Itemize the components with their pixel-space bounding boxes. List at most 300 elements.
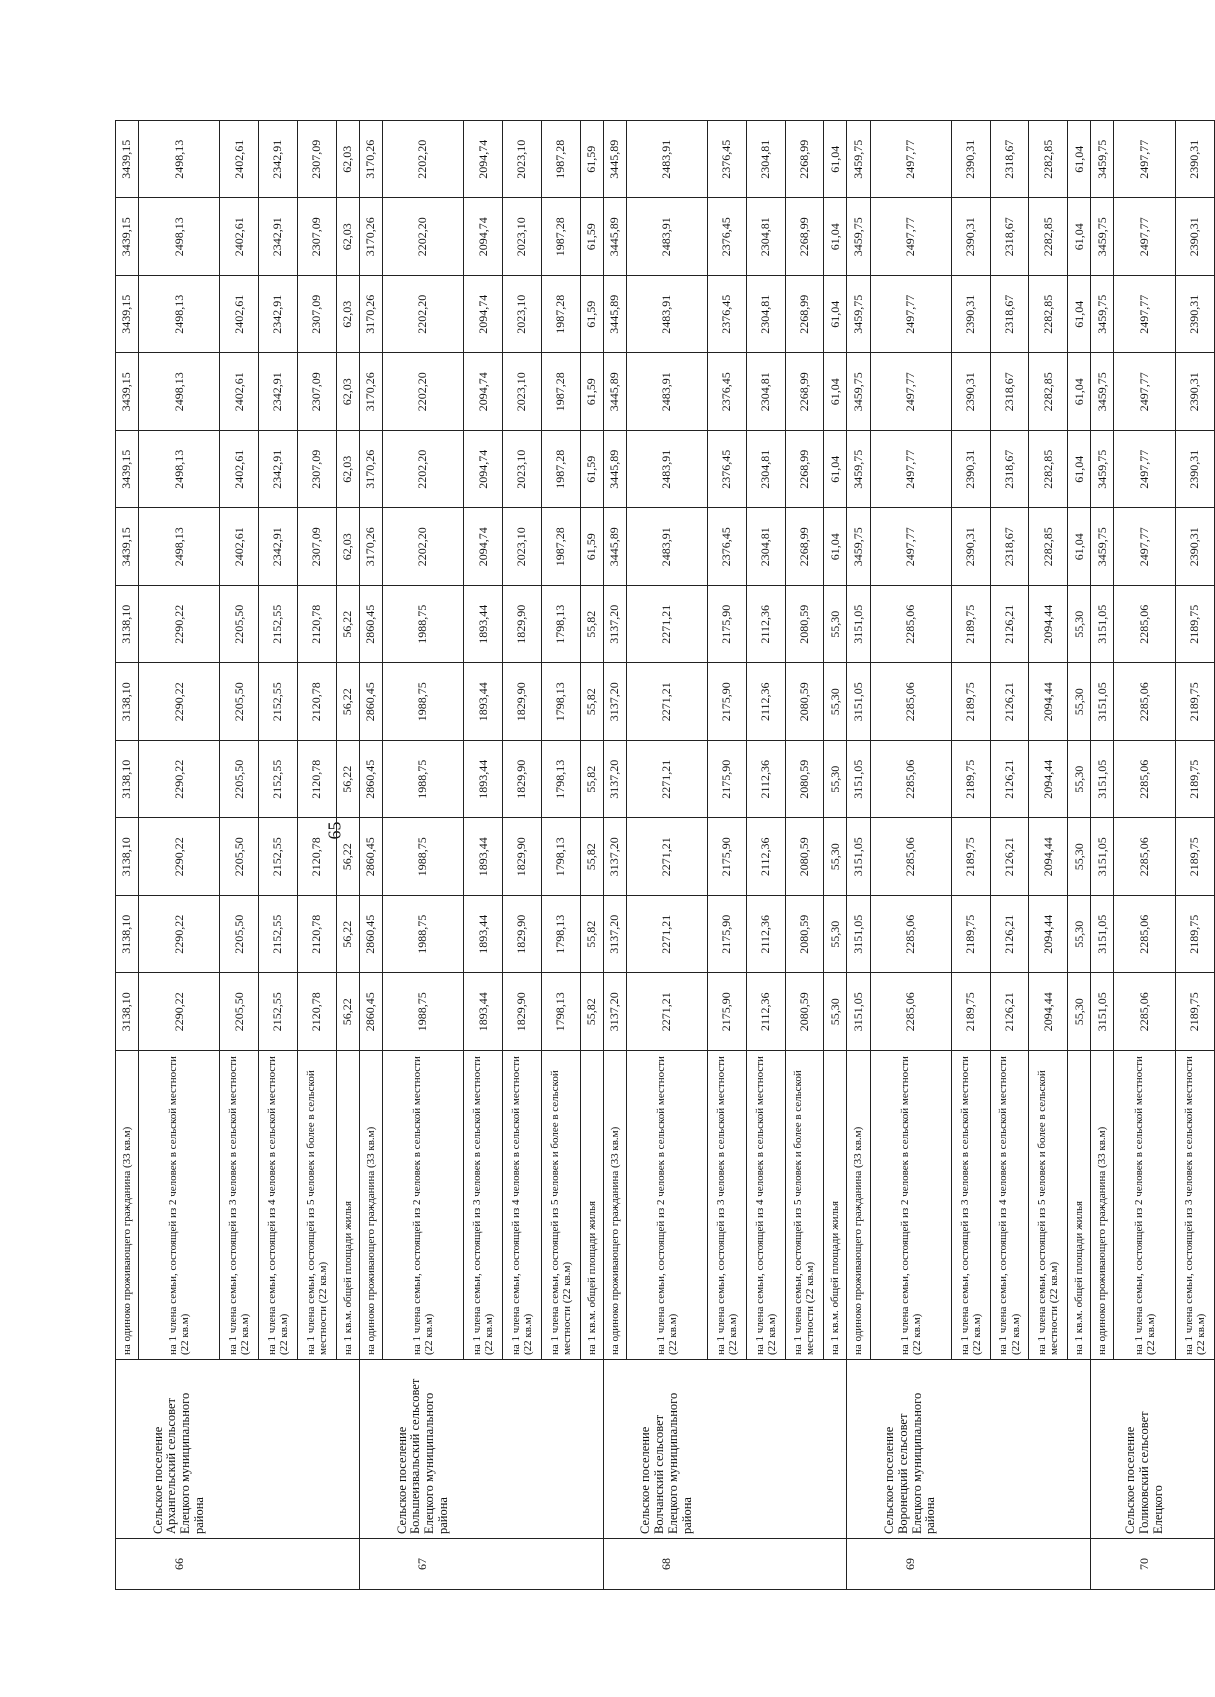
settlement-name-cell [220, 1360, 259, 1539]
value-cell: 2860,45 [359, 973, 382, 1051]
value-cell: 2498,13 [139, 276, 220, 354]
value-cell: 2152,55 [259, 586, 298, 664]
settlement-name-cell: Сельское поселение Голиковский сельсовет Елецкого [1114, 1360, 1176, 1539]
value-cell: 2290,22 [139, 896, 220, 974]
value-cell: 3151,05 [1091, 741, 1114, 819]
value-cell: 62,03 [336, 198, 359, 276]
value-cell: 2390,31 [1176, 276, 1215, 354]
value-cell: 2189,75 [951, 973, 990, 1051]
value-cell: 61,04 [1068, 198, 1091, 276]
value-cell: 2268,99 [785, 353, 824, 431]
value-cell: 2342,91 [259, 121, 298, 199]
value-cell: 61,04 [1068, 431, 1091, 509]
value-cell: 55,30 [1068, 663, 1091, 741]
value-cell: 3137,20 [603, 896, 626, 974]
value-cell: 2175,90 [708, 818, 747, 896]
value-cell: 1798,13 [541, 586, 580, 664]
value-cell: 61,59 [580, 276, 603, 354]
value-cell: 3439,15 [116, 508, 139, 586]
settlement-name-cell [824, 1360, 847, 1539]
value-cell: 3445,89 [603, 198, 626, 276]
category-cell: на одиноко проживающего гражданина (33 кв.м) [359, 1051, 382, 1360]
value-cell: 2094,44 [1029, 741, 1068, 819]
settlement-name-cell [1029, 1360, 1068, 1539]
value-cell: 2304,81 [746, 121, 785, 199]
value-cell: 3170,26 [359, 121, 382, 199]
value-cell: 55,30 [1068, 896, 1091, 974]
value-cell: 2205,50 [220, 741, 259, 819]
value-cell: 61,59 [580, 121, 603, 199]
value-cell: 3439,15 [116, 431, 139, 509]
table-row [259, 121, 298, 1590]
settlement-name-cell [464, 1360, 503, 1539]
table-row [1176, 121, 1215, 1590]
value-cell: 2285,06 [870, 663, 951, 741]
value-cell: 1987,28 [541, 508, 580, 586]
value-cell: 2282,85 [1029, 431, 1068, 509]
value-cell: 3151,05 [1091, 973, 1114, 1051]
value-cell: 2318,67 [990, 508, 1029, 586]
row-number-cell [1068, 1539, 1091, 1590]
value-cell: 3138,10 [116, 973, 139, 1051]
value-cell: 1829,90 [502, 663, 541, 741]
value-cell: 2304,81 [746, 431, 785, 509]
category-cell: на 1 члена семьи, состоящей из 2 человек в сельской местности (22 кв.м) [626, 1051, 707, 1360]
category-cell: на 1 члена семьи, состоящей из 2 человек в сельской местности (22 кв.м) [870, 1051, 951, 1360]
value-cell: 3439,15 [116, 198, 139, 276]
value-cell: 2402,61 [220, 276, 259, 354]
category-cell: на 1 кв.м. общей площади жилья [580, 1051, 603, 1360]
value-cell: 2271,21 [626, 973, 707, 1051]
value-cell: 2390,31 [951, 353, 990, 431]
value-cell: 2290,22 [139, 741, 220, 819]
settlement-name-cell [580, 1360, 603, 1539]
value-cell: 2202,20 [382, 121, 463, 199]
value-cell: 2189,75 [1176, 586, 1215, 664]
value-cell: 3445,89 [603, 431, 626, 509]
value-cell: 1988,75 [382, 663, 463, 741]
settlement-name-cell [541, 1360, 580, 1539]
value-cell: 61,59 [580, 353, 603, 431]
settlement-name-cell: Сельское поселение Волчанский сельсовет Елецкого муниципального района [626, 1360, 707, 1539]
value-cell: 2285,06 [1114, 818, 1176, 896]
value-cell: 2202,20 [382, 508, 463, 586]
value-cell: 3151,05 [1091, 896, 1114, 974]
table-row [502, 121, 541, 1590]
value-cell: 2202,20 [382, 353, 463, 431]
value-cell: 2126,21 [990, 818, 1029, 896]
value-cell: 2189,75 [1176, 663, 1215, 741]
value-cell: 1988,75 [382, 896, 463, 974]
value-cell: 2023,10 [502, 276, 541, 354]
value-cell: 1829,90 [502, 973, 541, 1051]
value-cell: 2285,06 [1114, 586, 1176, 664]
table-row [1068, 121, 1091, 1590]
value-cell: 3459,75 [1091, 276, 1114, 354]
value-cell: 3137,20 [603, 818, 626, 896]
value-cell: 3445,89 [603, 276, 626, 354]
value-cell: 2112,36 [746, 818, 785, 896]
table-row [220, 121, 259, 1590]
value-cell: 3445,89 [603, 353, 626, 431]
settlement-name-cell [1091, 1360, 1114, 1539]
value-cell: 2376,45 [708, 508, 747, 586]
value-cell: 2483,91 [626, 431, 707, 509]
settlement-name-cell [359, 1360, 382, 1539]
value-cell: 2390,31 [1176, 431, 1215, 509]
value-cell: 2390,31 [1176, 508, 1215, 586]
value-cell: 2202,20 [382, 431, 463, 509]
value-cell: 56,22 [336, 586, 359, 664]
value-cell: 2205,50 [220, 586, 259, 664]
value-cell: 2120,78 [297, 741, 336, 819]
value-cell: 2497,77 [870, 508, 951, 586]
value-cell: 55,30 [1068, 586, 1091, 664]
row-number-cell [297, 1539, 336, 1590]
value-cell: 2094,44 [1029, 586, 1068, 664]
value-cell: 2112,36 [746, 896, 785, 974]
table-row [603, 121, 626, 1590]
table-row [1114, 121, 1176, 1590]
category-cell: на 1 члена семьи, состоящей из 4 человек в сельской местности (22 кв.м) [259, 1051, 298, 1360]
value-cell: 2094,74 [464, 508, 503, 586]
row-number-cell [336, 1539, 359, 1590]
value-cell: 2094,74 [464, 353, 503, 431]
value-cell: 2285,06 [1114, 741, 1176, 819]
value-cell: 55,30 [824, 741, 847, 819]
value-cell: 2497,77 [1114, 508, 1176, 586]
value-cell: 1893,44 [464, 586, 503, 664]
value-cell: 2860,45 [359, 586, 382, 664]
row-number-cell [951, 1539, 990, 1590]
value-cell: 2268,99 [785, 276, 824, 354]
value-cell: 2205,50 [220, 973, 259, 1051]
settlement-name-cell: Сельское поселение Большеизвальский сельсовет Елецкого муниципального района [382, 1360, 463, 1539]
row-number-cell [990, 1539, 1029, 1590]
value-cell: 3459,75 [847, 353, 870, 431]
value-cell: 2282,85 [1029, 508, 1068, 586]
value-cell: 2189,75 [1176, 818, 1215, 896]
value-cell: 3151,05 [847, 663, 870, 741]
value-cell: 3170,26 [359, 431, 382, 509]
value-cell: 2120,78 [297, 973, 336, 1051]
row-number-cell: 70 [1114, 1539, 1176, 1590]
value-cell: 3137,20 [603, 586, 626, 664]
value-cell: 1987,28 [541, 353, 580, 431]
value-cell: 1829,90 [502, 896, 541, 974]
category-cell: на 1 члена семьи, состоящей из 3 человек в сельской местности (22 кв.м) [708, 1051, 747, 1360]
value-cell: 56,22 [336, 663, 359, 741]
value-cell: 2497,77 [870, 121, 951, 199]
value-cell: 2112,36 [746, 586, 785, 664]
value-cell: 2318,67 [990, 276, 1029, 354]
value-cell: 55,30 [824, 663, 847, 741]
page-number: 65 [324, 821, 345, 840]
value-cell: 1829,90 [502, 818, 541, 896]
value-cell: 2175,90 [708, 973, 747, 1051]
value-cell: 2860,45 [359, 818, 382, 896]
value-cell: 1798,13 [541, 741, 580, 819]
settlement-name-cell [847, 1360, 870, 1539]
value-cell: 1829,90 [502, 586, 541, 664]
value-cell: 55,30 [824, 586, 847, 664]
value-cell: 2282,85 [1029, 198, 1068, 276]
value-cell: 2285,06 [870, 741, 951, 819]
value-cell: 1988,75 [382, 741, 463, 819]
category-cell: на 1 кв.м. общей площади жилья [1068, 1051, 1091, 1360]
value-cell: 3445,89 [603, 508, 626, 586]
value-cell: 2497,77 [1114, 198, 1176, 276]
value-cell: 1798,13 [541, 973, 580, 1051]
value-cell: 2483,91 [626, 276, 707, 354]
value-cell: 2498,13 [139, 121, 220, 199]
value-cell: 2282,85 [1029, 353, 1068, 431]
value-cell: 2498,13 [139, 353, 220, 431]
value-cell: 61,04 [824, 276, 847, 354]
value-cell: 3138,10 [116, 896, 139, 974]
value-cell: 2390,31 [951, 276, 990, 354]
value-cell: 1798,13 [541, 663, 580, 741]
rotated-table-container [115, 120, 1215, 1590]
category-cell: на 1 члена семьи, состоящей из 4 человек в сельской местности (22 кв.м) [746, 1051, 785, 1360]
value-cell: 61,04 [824, 121, 847, 199]
value-cell: 2483,91 [626, 353, 707, 431]
row-number-cell [746, 1539, 785, 1590]
category-cell: на 1 члена семьи, состоящей из 5 человек и более в сельской местности (22 кв.м) [785, 1051, 824, 1360]
table-row [951, 121, 990, 1590]
table-row [116, 121, 139, 1590]
value-cell: 2080,59 [785, 818, 824, 896]
value-cell: 2318,67 [990, 353, 1029, 431]
row-number-cell [1176, 1539, 1215, 1590]
category-cell: на одиноко проживающего гражданина (33 кв.м) [1091, 1051, 1114, 1360]
value-cell: 2304,81 [746, 276, 785, 354]
value-cell: 2483,91 [626, 121, 707, 199]
value-cell: 2189,75 [1176, 973, 1215, 1051]
value-cell: 56,22 [336, 741, 359, 819]
value-cell: 2483,91 [626, 198, 707, 276]
value-cell: 56,22 [336, 973, 359, 1051]
value-cell: 2285,06 [1114, 896, 1176, 974]
table-row [1029, 121, 1068, 1590]
value-cell: 2094,74 [464, 198, 503, 276]
table-row [785, 121, 824, 1590]
value-cell: 2112,36 [746, 663, 785, 741]
row-number-cell [464, 1539, 503, 1590]
value-cell: 2497,77 [870, 198, 951, 276]
value-cell: 2342,91 [259, 353, 298, 431]
value-cell: 1987,28 [541, 431, 580, 509]
value-cell: 1988,75 [382, 586, 463, 664]
value-cell: 2282,85 [1029, 276, 1068, 354]
value-cell: 3445,89 [603, 121, 626, 199]
value-cell: 3439,15 [116, 276, 139, 354]
category-cell: на одиноко проживающего гражданина (33 кв.м) [847, 1051, 870, 1360]
value-cell: 3151,05 [847, 973, 870, 1051]
settlement-name-cell: Сельское поселение Воронецкий сельсовет Елецкого муниципального района [870, 1360, 951, 1539]
value-cell: 2376,45 [708, 353, 747, 431]
settlement-name-cell [259, 1360, 298, 1539]
value-cell: 2498,13 [139, 431, 220, 509]
value-cell: 1893,44 [464, 818, 503, 896]
value-cell: 2271,21 [626, 818, 707, 896]
category-cell: на 1 кв.м. общей площади жилья [824, 1051, 847, 1360]
value-cell: 62,03 [336, 276, 359, 354]
value-cell: 2094,74 [464, 276, 503, 354]
value-cell: 2023,10 [502, 198, 541, 276]
value-cell: 3459,75 [1091, 431, 1114, 509]
value-cell: 3151,05 [1091, 586, 1114, 664]
value-cell: 2483,91 [626, 508, 707, 586]
value-cell: 55,30 [1068, 818, 1091, 896]
settlement-name-cell [951, 1360, 990, 1539]
value-cell: 3459,75 [1091, 198, 1114, 276]
value-cell: 2285,06 [1114, 663, 1176, 741]
value-cell: 2094,74 [464, 431, 503, 509]
value-cell: 2120,78 [297, 586, 336, 664]
value-cell: 1987,28 [541, 198, 580, 276]
value-cell: 2175,90 [708, 586, 747, 664]
value-cell: 2126,21 [990, 663, 1029, 741]
value-cell: 2342,91 [259, 431, 298, 509]
table-row [297, 121, 336, 1590]
value-cell: 2307,09 [297, 198, 336, 276]
value-cell: 2497,77 [870, 353, 951, 431]
value-cell: 2023,10 [502, 353, 541, 431]
value-cell: 2307,09 [297, 431, 336, 509]
value-cell: 61,59 [580, 198, 603, 276]
value-cell: 2290,22 [139, 663, 220, 741]
value-cell: 2402,61 [220, 198, 259, 276]
category-cell: на 1 члена семьи, состоящей из 3 человек в сельской местности (22 кв.м) [220, 1051, 259, 1360]
category-cell: на 1 члена семьи, состоящей из 2 человек в сельской местности (22 кв.м) [1114, 1051, 1176, 1360]
value-cell: 2342,91 [259, 508, 298, 586]
value-cell: 2282,85 [1029, 121, 1068, 199]
value-cell: 2285,06 [870, 586, 951, 664]
value-cell: 3439,15 [116, 353, 139, 431]
value-cell: 55,30 [1068, 973, 1091, 1051]
category-cell: на 1 члена семьи, состоящей из 5 человек и более в сельской местности (22 кв.м) [1029, 1051, 1068, 1360]
value-cell: 1893,44 [464, 973, 503, 1051]
table-row [746, 121, 785, 1590]
value-cell: 2290,22 [139, 973, 220, 1051]
value-cell: 61,59 [580, 508, 603, 586]
value-cell: 2376,45 [708, 276, 747, 354]
row-number-cell: 66 [139, 1539, 220, 1590]
value-cell: 2175,90 [708, 663, 747, 741]
value-cell: 2205,50 [220, 896, 259, 974]
category-cell: на одиноко проживающего гражданина (33 кв.м) [116, 1051, 139, 1360]
settlement-name-cell [990, 1360, 1029, 1539]
value-cell: 2094,44 [1029, 663, 1068, 741]
value-cell: 55,30 [824, 973, 847, 1051]
table-row [359, 121, 382, 1590]
tariff-table [115, 120, 1215, 1590]
value-cell: 61,04 [1068, 276, 1091, 354]
value-cell: 2202,20 [382, 276, 463, 354]
settlement-name-cell [297, 1360, 336, 1539]
category-cell: на 1 члена семьи, состоящей из 5 человек и более в сельской местности (22 кв.м) [541, 1051, 580, 1360]
value-cell: 2152,55 [259, 818, 298, 896]
value-cell: 3459,75 [847, 198, 870, 276]
row-number-cell [580, 1539, 603, 1590]
category-cell: на 1 члена семьи, состоящей из 3 человек в сельской местности (22 кв.м) [1176, 1051, 1215, 1360]
value-cell: 2402,61 [220, 508, 259, 586]
value-cell: 2268,99 [785, 198, 824, 276]
settlement-name-cell [502, 1360, 541, 1539]
row-number-cell: 68 [626, 1539, 707, 1590]
value-cell: 2390,31 [951, 508, 990, 586]
row-number-cell: 67 [382, 1539, 463, 1590]
value-cell: 55,82 [580, 896, 603, 974]
value-cell: 3459,75 [847, 508, 870, 586]
table-row [1091, 121, 1114, 1590]
category-cell: на 1 члена семьи, состоящей из 3 человек в сельской местности (22 кв.м) [464, 1051, 503, 1360]
table-row [580, 121, 603, 1590]
value-cell: 2126,21 [990, 973, 1029, 1051]
value-cell: 2120,78 [297, 896, 336, 974]
value-cell: 2120,78 [297, 818, 336, 896]
value-cell: 2080,59 [785, 741, 824, 819]
value-cell: 55,30 [824, 896, 847, 974]
value-cell: 61,04 [824, 508, 847, 586]
value-cell: 2094,44 [1029, 818, 1068, 896]
value-cell: 3151,05 [847, 896, 870, 974]
row-number-cell [116, 1539, 139, 1590]
value-cell: 62,03 [336, 431, 359, 509]
value-cell: 2202,20 [382, 198, 463, 276]
settlement-name-cell [708, 1360, 747, 1539]
value-cell: 2497,77 [1114, 121, 1176, 199]
table-row [382, 121, 463, 1590]
value-cell: 2342,91 [259, 276, 298, 354]
value-cell: 2497,77 [1114, 431, 1176, 509]
value-cell: 2189,75 [951, 818, 990, 896]
value-cell: 2376,45 [708, 431, 747, 509]
value-cell: 3151,05 [847, 741, 870, 819]
category-cell: на 1 члена семьи, состоящей из 4 человек в сельской местности (22 кв.м) [502, 1051, 541, 1360]
category-cell: на 1 кв.м. общей площади жилья [336, 1051, 359, 1360]
value-cell: 61,04 [1068, 353, 1091, 431]
value-cell: 2307,09 [297, 121, 336, 199]
value-cell: 61,04 [824, 431, 847, 509]
value-cell: 2285,06 [870, 818, 951, 896]
value-cell: 3170,26 [359, 508, 382, 586]
value-cell: 2094,74 [464, 121, 503, 199]
value-cell: 2080,59 [785, 896, 824, 974]
value-cell: 2094,44 [1029, 973, 1068, 1051]
value-cell: 2390,31 [1176, 198, 1215, 276]
value-cell: 55,82 [580, 663, 603, 741]
value-cell: 2268,99 [785, 121, 824, 199]
value-cell: 2268,99 [785, 508, 824, 586]
category-cell: на одиноко проживающего гражданина (33 кв.м) [603, 1051, 626, 1360]
value-cell: 3137,20 [603, 663, 626, 741]
value-cell: 2402,61 [220, 121, 259, 199]
value-cell: 2189,75 [951, 586, 990, 664]
value-cell: 2304,81 [746, 198, 785, 276]
value-cell: 61,59 [580, 431, 603, 509]
table-row [139, 121, 220, 1590]
value-cell: 1798,13 [541, 896, 580, 974]
category-cell: на 1 члена семьи, состоящей из 2 человек в сельской местности (22 кв.м) [382, 1051, 463, 1360]
table-row [336, 121, 359, 1590]
value-cell: 2023,10 [502, 431, 541, 509]
value-cell: 2189,75 [951, 741, 990, 819]
value-cell: 2402,61 [220, 431, 259, 509]
value-cell: 2318,67 [990, 431, 1029, 509]
value-cell: 2271,21 [626, 896, 707, 974]
